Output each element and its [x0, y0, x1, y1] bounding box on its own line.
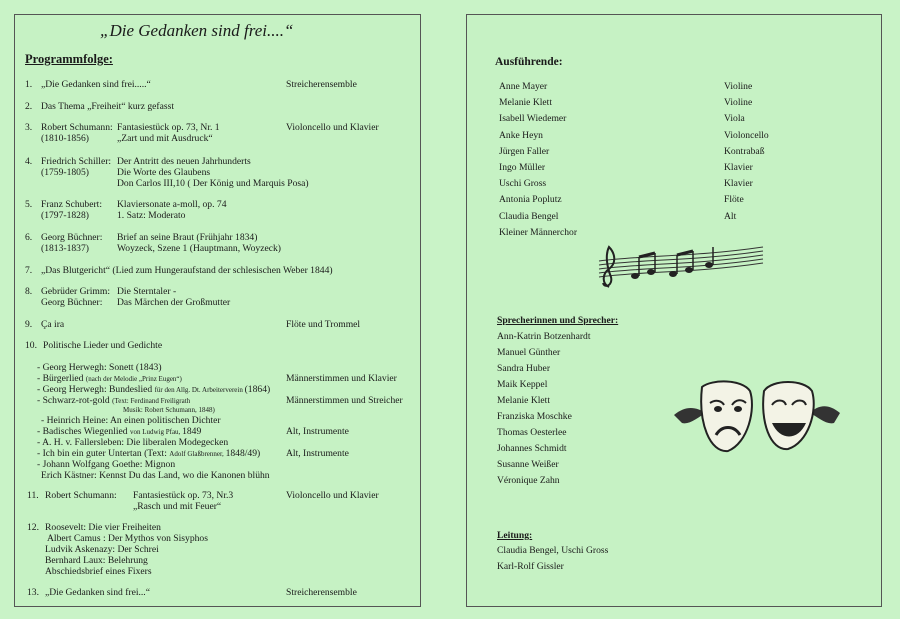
performers-heading: Ausführende:	[495, 56, 563, 68]
item-text: Ça ira	[41, 319, 65, 330]
song-note: für den Allg. Dt. Arbeiterverein	[154, 386, 245, 394]
speaker-name: Sandra Huber	[497, 363, 551, 374]
speaker-name: Johannes Schmidt	[497, 443, 567, 454]
item-text: Das Thema „Freiheit“ kurz gefasst	[41, 101, 175, 112]
performer-name: Uschi Gross	[499, 178, 547, 190]
performer-name: Anke Heyn	[499, 129, 543, 141]
item-number: 10.	[25, 340, 37, 351]
item-number: 5.	[25, 199, 33, 210]
item-dates: (1759-1805)	[41, 167, 89, 178]
music-notes-icon	[595, 243, 765, 293]
speakers-heading: Sprecherinnen und Sprecher:	[497, 315, 619, 326]
item-instrumentation: Alt, Instrumente	[286, 448, 349, 459]
performer-name: Ingo Müller	[499, 162, 546, 173]
performer-name: Antonia Poplutz	[499, 194, 562, 206]
song-line: - Georg Herwegh: Sonett (1843)	[37, 362, 162, 373]
item-author: Georg Büchner:	[41, 297, 103, 308]
item-number: 3.	[25, 122, 33, 133]
item-dates: (1810-1856)	[41, 133, 89, 144]
item-number: 1.	[25, 79, 33, 90]
item-number: 2.	[25, 101, 33, 112]
performer-instrument: Kontrabaß	[724, 145, 765, 157]
program-panel	[14, 14, 421, 607]
performer-instrument: Flöte	[724, 194, 744, 206]
item-work: Bernhard Laux: Belehrung	[45, 555, 148, 566]
song-line: - Johann Wolfgang Goethe: Mignon	[37, 459, 176, 470]
performer-instrument: Klavier	[724, 162, 753, 173]
song-title: - Badisches Wiegenlied	[37, 426, 130, 437]
item-work: Albert Camus : Der Mythos von Sisyphos	[47, 533, 208, 544]
performer-name: Jürgen Faller	[499, 145, 550, 157]
item-author: Robert Schumann:	[45, 490, 117, 501]
item-number: 13.	[27, 587, 39, 598]
item-work: „Zart und mit Ausdruck“	[117, 133, 213, 144]
song-note: Musik: Robert Schumann, 1848)	[123, 406, 215, 414]
song-line: Erich Kästner: Kennst Du das Land, wo die Kanonen blühn	[41, 470, 270, 481]
item-work: Die Worte des Glaubens	[117, 167, 211, 178]
item-instrumentation: Violoncello und Klavier	[286, 122, 379, 133]
song-note: Adolf Glaßbrenner,	[169, 450, 226, 458]
theater-masks-icon	[672, 373, 842, 463]
speaker-name: Ann-Katrin Botzenhardt	[497, 331, 591, 342]
item-number: 8.	[25, 286, 33, 297]
item-work: Don Carlos III,10 ( Der König und Marquis Posa)	[117, 178, 309, 189]
item-instrumentation: Männerstimmen und Klavier	[286, 373, 397, 384]
item-work: Klaviersonate a-moll, op. 74	[117, 199, 227, 210]
song-year: 1849	[182, 426, 202, 437]
song-year: (1864)	[244, 384, 271, 395]
song-line: - Heinrich Heine: An einen politischen Dichter	[41, 415, 221, 426]
song-title: - Bürgerlied	[37, 373, 86, 384]
item-instrumentation: Männerstimmen und Streicher	[286, 395, 403, 406]
item-work: Roosevelt: Die vier Freiheiten	[45, 522, 161, 533]
item-dates: (1797-1828)	[41, 210, 89, 221]
speaker-name: Manuel Günther	[497, 347, 561, 358]
item-instrumentation: Alt, Instrumente	[286, 426, 349, 437]
speaker-name: Véronique Zahn	[497, 475, 560, 486]
item-work: „Rasch und mit Feuer“	[133, 501, 222, 512]
item-number: 7.	[25, 265, 33, 276]
item-instrumentation: Flöte und Trommel	[286, 319, 361, 330]
item-work: Fantasiestück op. 73, Nr. 1	[117, 122, 220, 133]
item-text: „Die Gedanken sind frei...“	[45, 587, 150, 598]
item-number: 11.	[27, 490, 39, 501]
item-text: Politische Lieder und Gedichte	[43, 340, 163, 351]
item-text: „Das Blutgericht“ (Lied zum Hungeraufstand der schlesischen Weber 1844)	[41, 265, 333, 276]
performer-instrument: Viola	[724, 113, 745, 125]
speaker-name: Maik Keppel	[497, 379, 548, 390]
song-note: von Ludwig Pfau,	[129, 428, 183, 436]
performer-instrument: Alt	[724, 210, 737, 222]
performer-instrument: Violoncello	[724, 129, 769, 141]
song-line: - A. H. v. Fallersleben: Die liberalen Modegecken	[37, 437, 229, 448]
item-dates: (1813-1837)	[41, 243, 89, 254]
item-work: Abschiedsbrief eines Fixers	[45, 566, 152, 577]
performer-instrument: Violine	[724, 97, 753, 109]
leitung-name: Karl-Rolf Gissler	[497, 561, 564, 572]
song-year: 1848/49)	[225, 448, 261, 459]
leitung-name: Claudia Bengel, Uschi Gross	[497, 545, 609, 556]
item-work: Fantasiestück op. 73, Nr.3	[133, 490, 234, 501]
song-note: (nach der Melodie „Prinz Eugen“)	[85, 375, 182, 383]
performer-instrument: Violine	[724, 81, 753, 92]
performers-panel	[466, 14, 882, 607]
item-number: 12.	[27, 522, 39, 533]
leitung-heading: Leitung:	[497, 530, 533, 541]
item-author: Friedrich Schiller:	[41, 156, 112, 167]
page-title: „Die Gedanken sind frei....“	[100, 21, 294, 40]
item-author: Georg Büchner:	[41, 232, 103, 243]
item-author: Gebrüder Grimm:	[41, 286, 111, 297]
item-work: Ludvik Askenazy: Der Schrei	[45, 544, 159, 555]
item-instrumentation: Streicherensemble	[286, 79, 357, 90]
item-work: Das Märchen der Großmutter	[117, 297, 231, 308]
song-title: - Georg Herwegh: Bundeslied	[37, 384, 155, 395]
item-author: Robert Schumann:	[41, 122, 113, 133]
item-number: 6.	[25, 232, 33, 243]
speaker-name: Franziska Moschke	[497, 411, 572, 422]
item-text: „Die Gedanken sind frei.....“	[41, 79, 151, 90]
song-title: - Ich bin ein guter Untertan (Text:	[37, 448, 170, 459]
item-author: Franz Schubert:	[41, 199, 103, 210]
item-work: Der Antritt des neuen Jahrhunderts	[117, 156, 251, 167]
performer-instrument: Klavier	[724, 178, 753, 190]
speaker-name: Thomas Oesterlee	[497, 427, 567, 438]
item-work: 1. Satz: Moderato	[117, 210, 186, 221]
performer-name: Claudia Bengel	[499, 210, 559, 222]
speaker-name: Melanie Klett	[497, 395, 551, 406]
item-number: 9.	[25, 319, 33, 330]
item-number: 4.	[25, 156, 33, 167]
speaker-name: Susanne Weißer	[497, 459, 559, 470]
performer-name: Melanie Klett	[499, 97, 553, 109]
item-instrumentation: Streicherensemble	[286, 587, 357, 598]
item-work: Brief an seine Braut (Frühjahr 1834)	[117, 232, 258, 243]
item-work: Woyzeck, Szene 1 (Hauptmann, Woyzeck)	[117, 243, 281, 254]
program-heading: Programmfolge:	[25, 52, 113, 66]
performer-name: Isabell Wiedemer	[499, 113, 567, 125]
item-instrumentation: Violoncello und Klavier	[286, 490, 379, 501]
song-note: (Text: Ferdinand Freiligrath	[112, 397, 191, 405]
song-title: - Schwarz-rot-gold	[37, 395, 113, 406]
performer-name: Anne Mayer	[499, 81, 548, 92]
performer-name: Kleiner Männerchor	[499, 226, 578, 238]
item-work: Die Sterntaler -	[117, 286, 177, 297]
